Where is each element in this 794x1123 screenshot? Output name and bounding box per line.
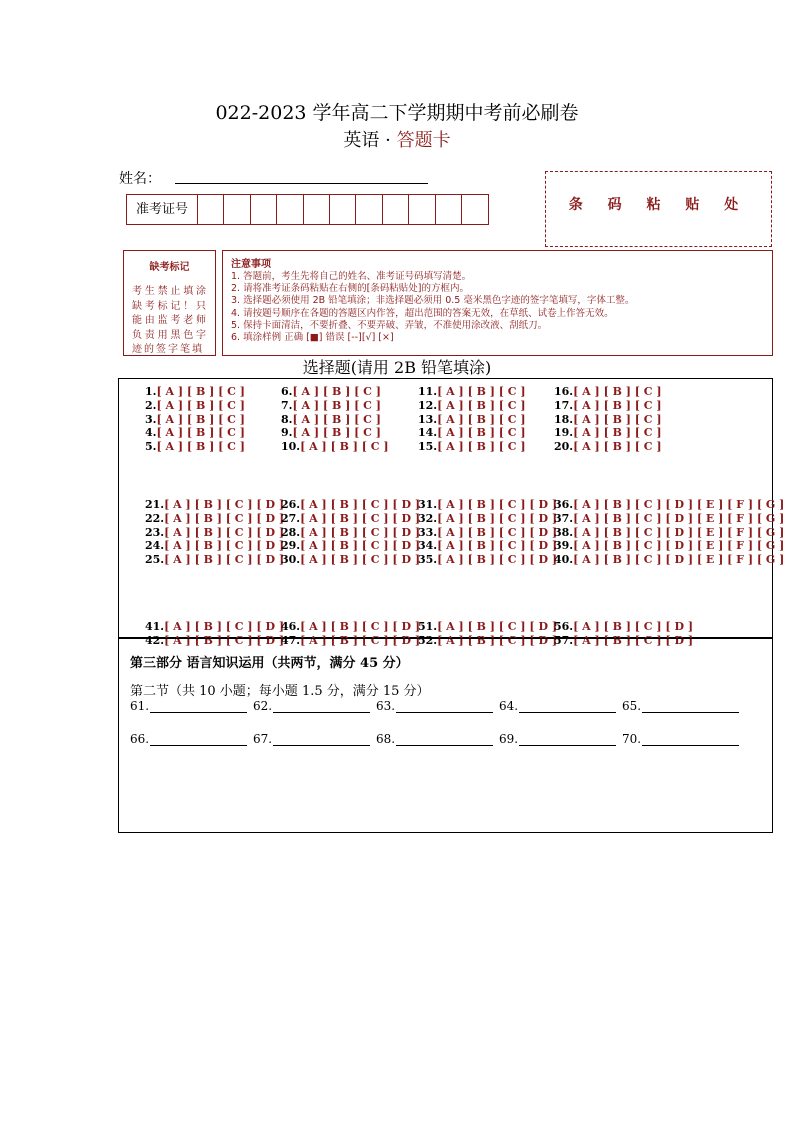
answer-options[interactable]: [ A ] [ B ] [ C ] [ D ] xyxy=(300,498,421,511)
name-field[interactable] xyxy=(175,183,428,184)
blank-row xyxy=(130,699,745,713)
answer-options[interactable]: [ A ] [ B ] [ C ] xyxy=(573,385,662,398)
question-number: 32. xyxy=(418,511,438,525)
question-number: 22. xyxy=(145,511,165,525)
exam-number-cell[interactable] xyxy=(198,195,224,224)
answer-options[interactable]: [ A ] [ B ] [ C ] xyxy=(292,398,381,412)
exam-number-cell[interactable] xyxy=(224,195,250,224)
answer-blank[interactable]: 67. xyxy=(253,732,376,746)
question-number: 11. xyxy=(418,385,438,398)
choice-section-title: 选择题(请用 2B 铅笔填涂) xyxy=(302,358,492,377)
question-number: 20. xyxy=(554,440,574,454)
answer-options[interactable]: [ A ] [ B ] [ C ] xyxy=(156,440,245,454)
question-number: 41. xyxy=(145,620,165,633)
choice-question[interactable] xyxy=(281,512,420,526)
choice-question[interactable] xyxy=(418,399,526,413)
answer-options[interactable]: [ A ] [ B ] [ C ] xyxy=(573,412,662,426)
answer-options[interactable]: [ A ] [ B ] [ C ] xyxy=(292,385,381,398)
exam-number-label: 准考证号 xyxy=(127,195,198,224)
exam-number-cell[interactable] xyxy=(436,195,462,224)
answer-blank[interactable]: 68. xyxy=(376,732,499,746)
answer-blank[interactable]: 70. xyxy=(622,732,745,746)
question-number: 30. xyxy=(281,553,301,567)
choice-question[interactable] xyxy=(554,399,662,413)
choice-question[interactable] xyxy=(554,539,784,553)
question-number: 23. xyxy=(145,525,165,539)
question-number: 34. xyxy=(418,539,438,553)
answer-options[interactable]: [ A ] [ B ] [ C ] [ D ] xyxy=(164,620,285,633)
answer-options[interactable]: [ A ] [ B ] [ C ] xyxy=(573,440,662,454)
answer-options[interactable]: [ A ] [ B ] [ C ] xyxy=(437,440,526,454)
question-number: 28. xyxy=(281,525,301,539)
question-number: 9. xyxy=(281,426,293,440)
part3-title: 第三部分 语言知识运用（共两节，满分 45 分） xyxy=(130,656,409,671)
choice-question[interactable] xyxy=(418,512,557,526)
question-number: 6. xyxy=(281,385,293,398)
choice-question[interactable] xyxy=(145,399,245,413)
answer-options[interactable]: [ A ] [ B ] [ C ] [ D ] xyxy=(573,620,694,633)
answer-options[interactable]: [ A ] [ B ] [ C ] [ D ] [ E ] [ F ] [ G ] xyxy=(573,498,785,511)
title-separator: · xyxy=(385,130,391,151)
choice-question[interactable] xyxy=(145,385,245,399)
question-number: 26. xyxy=(281,498,301,511)
answer-options[interactable]: [ A ] [ B ] [ C ] [ D ] xyxy=(164,498,285,511)
absent-text: 考生禁止填涂缺考标记！只能由监考老师负责用黑色字迹的签字笔填 xyxy=(132,286,208,355)
choice-question[interactable] xyxy=(145,553,284,567)
answer-blank[interactable]: 62. xyxy=(253,699,376,713)
choice-question[interactable] xyxy=(145,539,284,553)
choice-question[interactable] xyxy=(554,620,693,634)
question-number: 31. xyxy=(418,498,438,511)
subject-label: 英语 xyxy=(343,130,380,151)
answer-options[interactable]: [ A ] [ B ] [ C ] xyxy=(437,412,526,426)
question-number: 57. xyxy=(554,633,574,647)
question-number: 24. xyxy=(145,539,165,553)
answer-options[interactable]: [ A ] [ B ] [ C ] [ D ] xyxy=(300,539,421,553)
choice-question[interactable] xyxy=(418,440,526,454)
choice-question[interactable] xyxy=(554,440,662,454)
notice-line: 4. 请按题号顺序在各题的答题区内作答，超出范围的答案无效，在草纸、试卷上作答无效。 xyxy=(231,307,614,319)
choice-question[interactable] xyxy=(145,526,284,540)
answer-options[interactable]: [ A ] [ B ] [ C ] [ D ] xyxy=(300,525,421,539)
choice-question[interactable] xyxy=(281,498,420,512)
question-number: 1. xyxy=(145,385,157,398)
answer-options[interactable]: [ A ] [ B ] [ C ] [ D ] [ E ] [ F ] [ G ] xyxy=(573,539,785,553)
question-number: 14. xyxy=(418,426,438,440)
choice-question[interactable] xyxy=(418,413,526,427)
answer-options[interactable]: [ A ] [ B ] [ C ] [ D ] xyxy=(437,620,558,633)
choice-question[interactable] xyxy=(418,526,557,540)
absent-title: 缺考标记 xyxy=(149,262,190,273)
question-number: 18. xyxy=(554,412,574,426)
question-number: 37. xyxy=(554,511,574,525)
answer-options[interactable]: [ A ] [ B ] [ C ] [ D ] xyxy=(164,553,285,567)
choice-question[interactable] xyxy=(554,385,662,399)
answer-options[interactable]: [ A ] [ B ] [ C ] [ D ] xyxy=(300,511,421,525)
exam-number-cell[interactable] xyxy=(277,195,303,224)
question-number: 51. xyxy=(418,620,438,633)
answer-card-label: 答题卡 xyxy=(396,130,451,151)
exam-number-cell[interactable] xyxy=(330,195,356,224)
question-number: 39. xyxy=(554,539,574,553)
question-number: 40. xyxy=(554,553,574,567)
answer-options[interactable]: [ A ] [ B ] [ C ] [ D ] xyxy=(437,633,558,647)
exam-number-cell[interactable] xyxy=(462,195,488,224)
answer-options[interactable]: [ A ] [ B ] [ C ] [ D ] xyxy=(573,633,694,647)
question-number: 15. xyxy=(418,440,438,454)
answer-blank[interactable]: 65. xyxy=(622,699,745,713)
answer-options[interactable]: [ A ] [ B ] [ C ] [ D ] xyxy=(437,553,558,567)
choice-answer-area xyxy=(118,378,785,647)
question-number: 21. xyxy=(145,498,165,511)
choice-question[interactable] xyxy=(145,498,284,512)
question-number: 10. xyxy=(281,440,301,454)
answer-options[interactable]: [ A ] [ B ] [ C ] xyxy=(437,385,526,398)
question-number: 16. xyxy=(554,385,574,398)
notice-line: 5. 保持卡面清洁，不要折叠、不要弄破、弄皱，不准使用涂改液、刮纸刀。 xyxy=(231,319,548,331)
answer-blank[interactable]: 69. xyxy=(499,732,622,746)
notice-line: 1. 答题前，考生先将自己的姓名、准考证号码填写清楚。 xyxy=(231,271,472,282)
answer-options[interactable]: [ A ] [ B ] [ C ] [ D ] xyxy=(300,633,421,647)
answer-options[interactable]: [ A ] [ B ] [ C ] xyxy=(156,398,245,412)
answer-blank[interactable]: 61. xyxy=(130,699,253,713)
answer-options[interactable]: [ A ] [ B ] [ C ] xyxy=(300,440,389,454)
choice-question[interactable] xyxy=(418,553,557,567)
question-number: 27. xyxy=(281,511,301,525)
choice-question[interactable] xyxy=(554,553,784,567)
choice-question[interactable] xyxy=(554,498,784,512)
question-number: 33. xyxy=(418,525,438,539)
absent-mark-box xyxy=(123,250,216,356)
question-number: 19. xyxy=(554,426,574,440)
notice-box xyxy=(222,250,773,356)
choice-question[interactable] xyxy=(554,426,662,440)
choice-question[interactable] xyxy=(281,399,381,413)
answer-options[interactable]: [ A ] [ B ] [ C ] [ D ] xyxy=(437,539,558,553)
question-number: 13. xyxy=(418,412,438,426)
answer-options[interactable]: [ A ] [ B ] [ C ] [ D ] [ E ] [ F ] [ G ] xyxy=(573,553,785,567)
question-number: 5. xyxy=(145,440,157,454)
exam-title: 022-2023 学年高二下学期期中考前必刷卷 xyxy=(215,102,579,124)
answer-options[interactable]: [ A ] [ B ] [ C ] [ D ] xyxy=(437,511,558,525)
choice-question[interactable] xyxy=(281,526,420,540)
choice-question[interactable] xyxy=(145,512,284,526)
answer-options[interactable]: [ A ] [ B ] [ C ] [ D ] xyxy=(164,633,285,647)
exam-number-box xyxy=(126,194,489,225)
choice-question[interactable] xyxy=(554,526,784,540)
question-number: 3. xyxy=(145,412,157,426)
choice-question[interactable] xyxy=(281,385,381,399)
choice-question[interactable] xyxy=(281,539,420,553)
question-number: 8. xyxy=(281,412,293,426)
question-number: 25. xyxy=(145,553,165,567)
question-number: 12. xyxy=(418,398,438,412)
question-number: 46. xyxy=(281,620,301,633)
choice-question[interactable] xyxy=(281,440,389,454)
question-number: 52. xyxy=(418,633,438,647)
question-number: 2. xyxy=(145,398,157,412)
question-number: 17. xyxy=(554,398,574,412)
exam-number-cell[interactable] xyxy=(409,195,435,224)
answer-options[interactable]: [ A ] [ B ] [ C ] xyxy=(573,398,662,412)
answer-options[interactable]: [ A ] [ B ] [ C ] [ D ] [ E ] [ F ] [ G ] xyxy=(573,525,785,539)
exam-number-cell[interactable] xyxy=(383,195,409,224)
answer-options[interactable]: [ A ] [ B ] [ C ] xyxy=(156,412,245,426)
choice-question[interactable] xyxy=(281,426,381,440)
answer-options[interactable]: [ A ] [ B ] [ C ] xyxy=(437,398,526,412)
choice-question[interactable] xyxy=(418,385,526,399)
answer-blank[interactable]: 66. xyxy=(130,732,253,746)
answer-options[interactable]: [ A ] [ B ] [ C ] xyxy=(292,426,381,440)
answer-options[interactable]: [ A ] [ B ] [ C ] [ D ] [ E ] [ F ] [ G ] xyxy=(573,511,785,525)
question-number: 56. xyxy=(554,620,574,633)
choice-question[interactable] xyxy=(145,413,245,427)
answer-options[interactable]: [ A ] [ B ] [ C ] [ D ] xyxy=(300,553,421,567)
barcode-label: 条 码 粘 贴 处 xyxy=(568,197,749,213)
answer-options[interactable]: [ A ] [ B ] [ C ] xyxy=(573,426,662,440)
question-number: 38. xyxy=(554,525,574,539)
answer-options[interactable]: [ A ] [ B ] [ C ] xyxy=(437,426,526,440)
answer-options[interactable]: [ A ] [ B ] [ C ] [ D ] xyxy=(437,525,558,539)
choice-question[interactable] xyxy=(145,620,284,634)
blank-row xyxy=(130,732,745,746)
choice-question[interactable] xyxy=(418,498,557,512)
answer-blank[interactable]: 63. xyxy=(376,699,499,713)
answer-options[interactable]: [ A ] [ B ] [ C ] xyxy=(156,385,245,398)
choice-question[interactable] xyxy=(145,426,245,440)
answer-options[interactable]: [ A ] [ B ] [ C ] [ D ] xyxy=(164,525,285,539)
question-number: 29. xyxy=(281,539,301,553)
choice-question[interactable] xyxy=(418,539,557,553)
notice-line: 6. 填涂样例 正确 [■] 错误 [--][√] [×] xyxy=(231,332,394,344)
answer-options[interactable]: [ A ] [ B ] [ C ] [ D ] xyxy=(164,539,285,553)
choice-question[interactable] xyxy=(554,512,784,526)
choice-question[interactable] xyxy=(281,413,381,427)
question-number: 36. xyxy=(554,498,574,511)
exam-number-cell[interactable] xyxy=(356,195,382,224)
choice-question[interactable] xyxy=(418,426,526,440)
choice-question[interactable] xyxy=(554,413,662,427)
part3-subtitle: 第二节（共 10 小题；每小题 1.5 分，满分 15 分） xyxy=(130,684,430,699)
answer-options[interactable]: [ A ] [ B ] [ C ] xyxy=(156,426,245,440)
card-title xyxy=(0,126,794,152)
question-number: 42. xyxy=(145,633,165,647)
notice-title: 注意事项 xyxy=(231,259,271,270)
exam-number-cell[interactable] xyxy=(304,195,330,224)
question-number: 7. xyxy=(281,398,293,412)
answer-options[interactable]: [ A ] [ B ] [ C ] [ D ] xyxy=(437,498,558,511)
answer-options[interactable]: [ A ] [ B ] [ C ] [ D ] xyxy=(300,620,421,633)
name-label: 姓名： xyxy=(119,171,161,187)
choice-question[interactable] xyxy=(281,553,420,567)
choice-question[interactable] xyxy=(418,620,557,634)
answer-blank[interactable]: 64. xyxy=(499,699,622,713)
notice-line: 3. 选择题必须使用 2B 铅笔填涂；非选择题必须用 0.5 毫米黑色字迹的签字笔填写，字体工整。 xyxy=(231,295,635,307)
choice-question[interactable] xyxy=(145,440,245,454)
barcode-area xyxy=(545,171,772,247)
exam-number-cell[interactable] xyxy=(251,195,277,224)
question-number: 4. xyxy=(145,426,157,440)
answer-options[interactable]: [ A ] [ B ] [ C ] xyxy=(292,412,381,426)
part3-section xyxy=(118,638,773,833)
question-number: 35. xyxy=(418,553,438,567)
notice-line: 2. 请将准考证条码粘贴在右侧的[条码粘贴处]的方框内。 xyxy=(231,283,469,295)
choice-question[interactable] xyxy=(281,620,420,634)
answer-options[interactable]: [ A ] [ B ] [ C ] [ D ] xyxy=(164,511,285,525)
question-number: 47. xyxy=(281,633,301,647)
